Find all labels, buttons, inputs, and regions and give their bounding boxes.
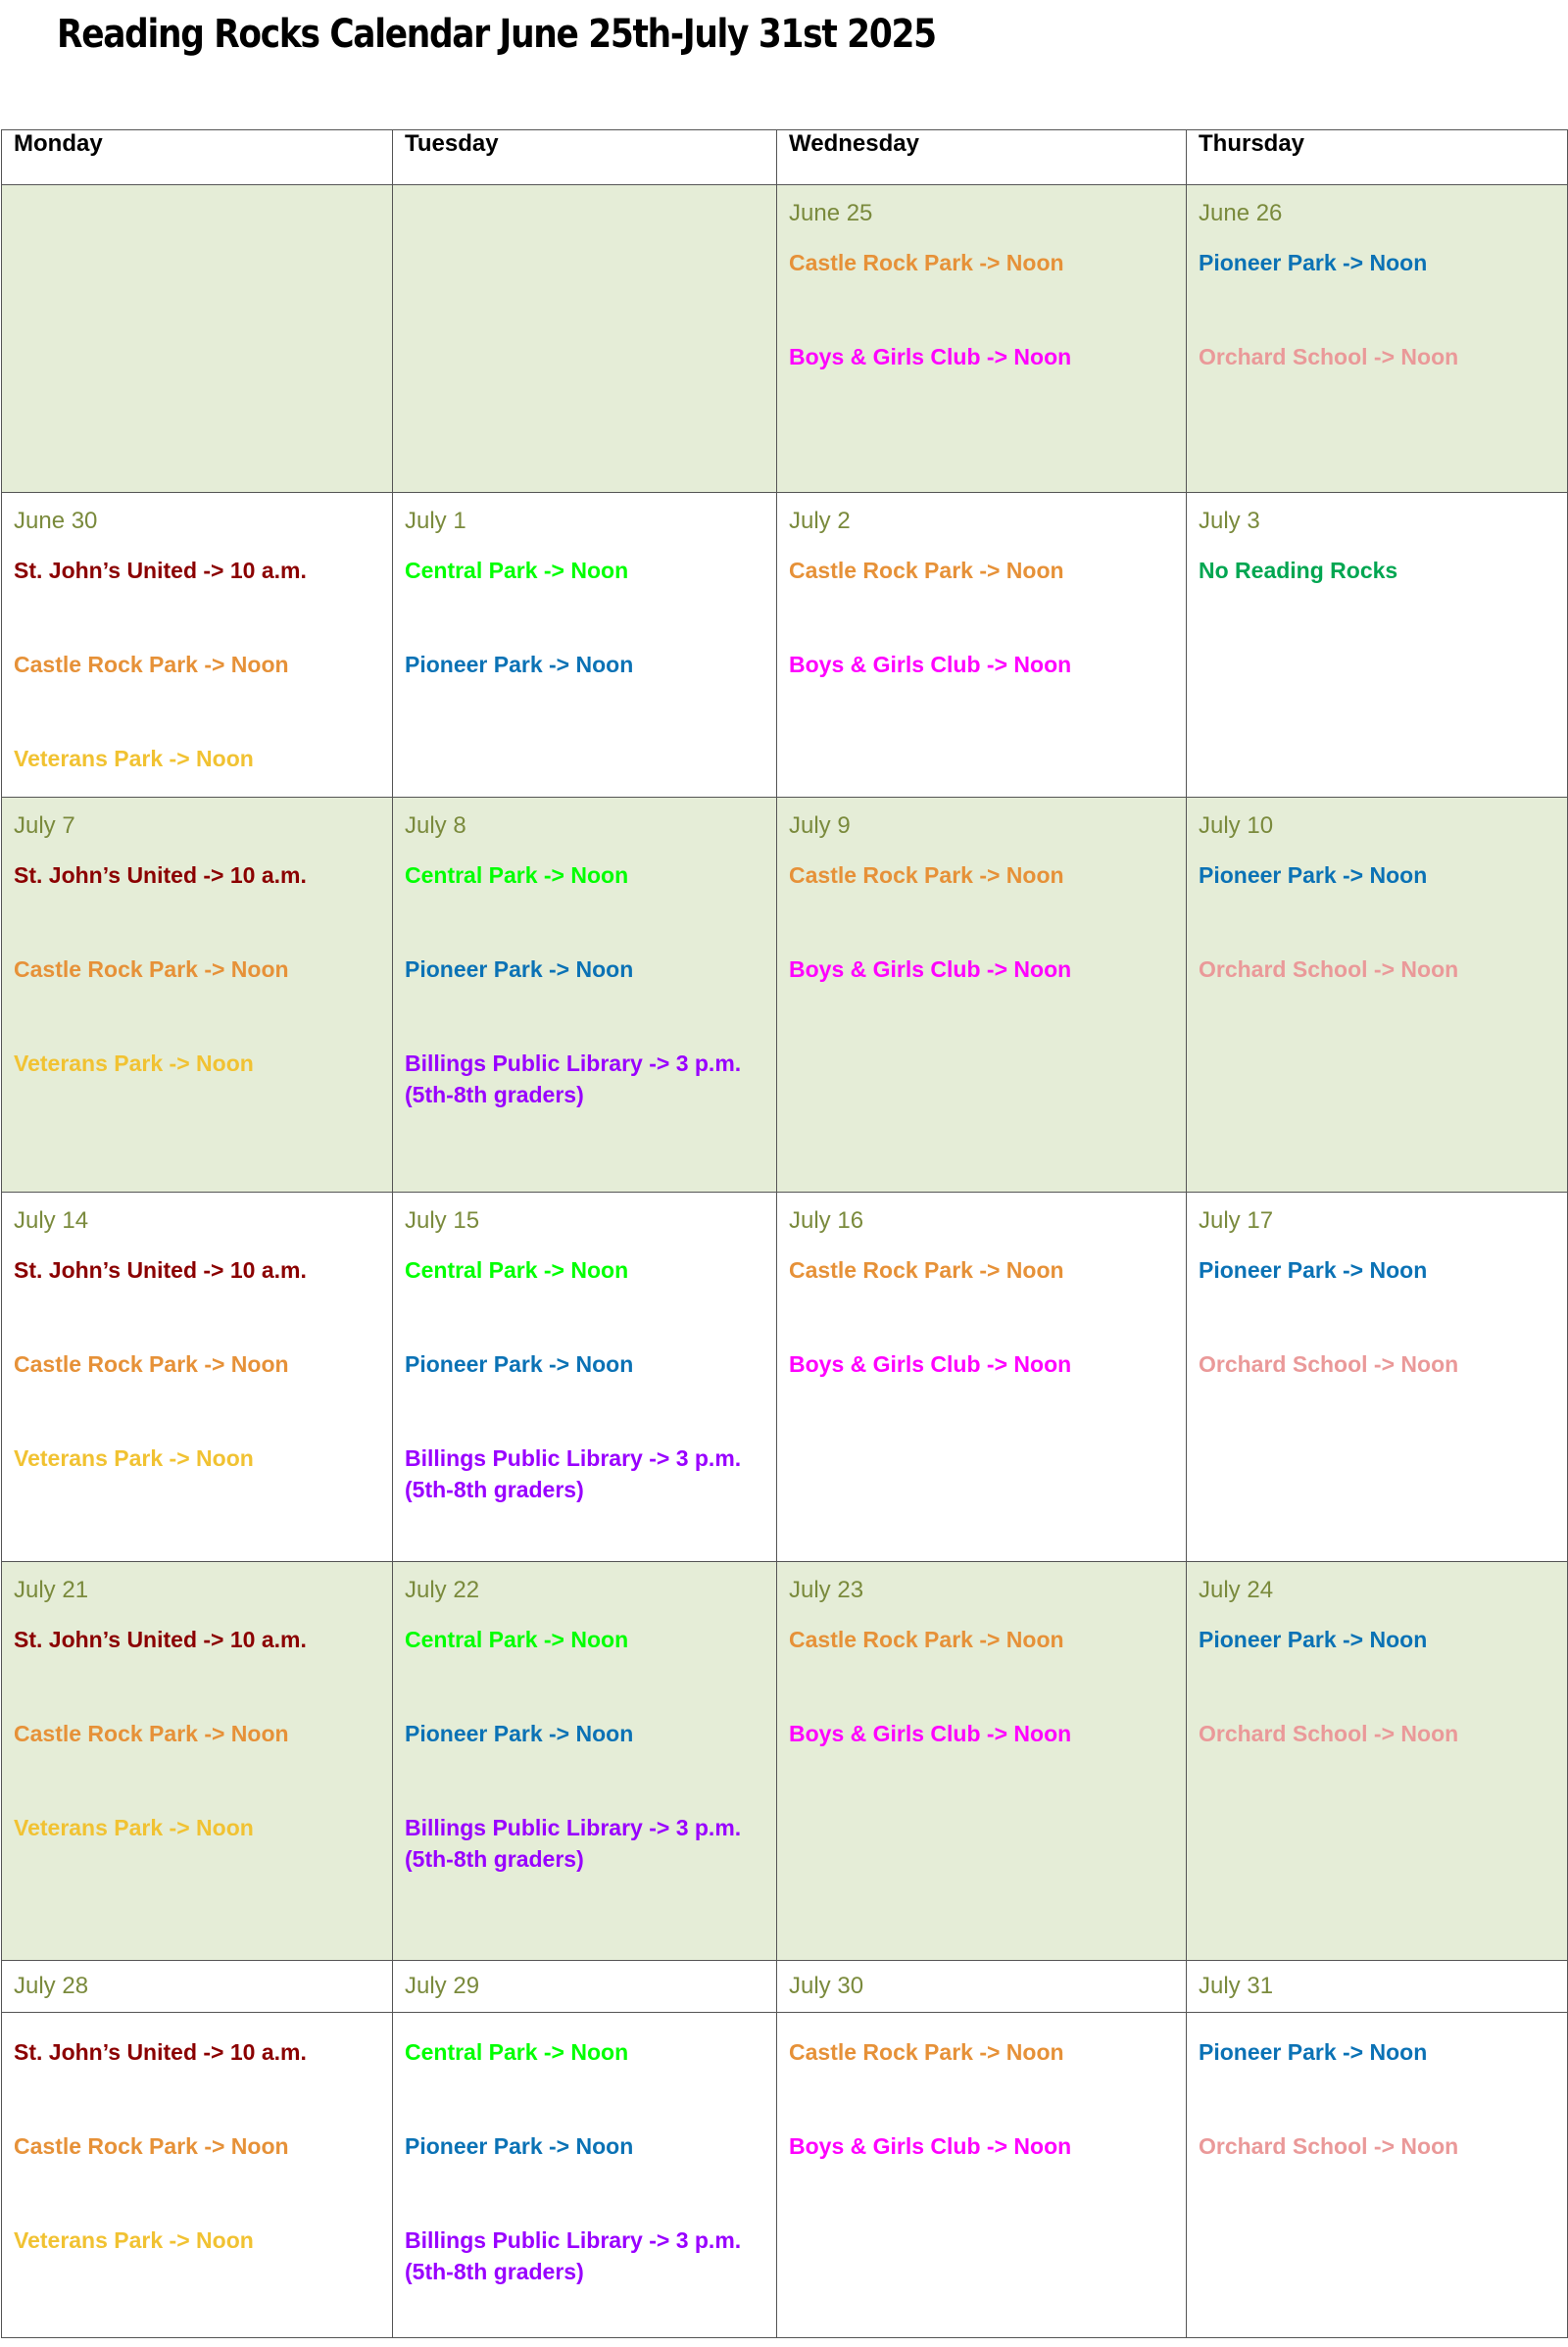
day-date: July 21 [14,1577,89,1603]
event-item: Central Park -> Noon [405,1627,629,1652]
event-item: Billings Public Library -> 3 p.m. (5th-8th graders) [405,1445,742,1502]
event-item: Boys & Girls Club -> Noon [789,1351,1072,1377]
event-item: Boys & Girls Club -> Noon [789,344,1072,369]
day-cell-monday [2,1562,393,1961]
day-date: July 30 [789,1973,864,1999]
event-item: Central Park -> Noon [405,862,629,888]
week-row [2,798,1568,1193]
event-item: Castle Rock Park -> Noon [789,1627,1064,1652]
event-item: Pioneer Park -> Noon [405,956,634,982]
day-cell-tuesday [393,493,777,798]
event-item: Veterans Park -> Noon [14,1445,254,1471]
event-list [405,1254,764,1505]
day-date: July 23 [789,1577,864,1603]
event-item: Castle Rock Park -> Noon [789,1257,1064,1283]
event-item: No Reading Rocks [1199,558,1398,583]
day-date: July 29 [405,1973,480,1999]
week-date-row [2,1961,1568,2013]
event-item: Castle Rock Park -> Noon [789,250,1064,275]
event-list [1199,1624,1555,1749]
day-date: July 8 [405,812,466,839]
day-date: July 1 [405,508,466,534]
day-date: June 25 [789,200,873,226]
event-item: Castle Rock Park -> Noon [14,956,289,982]
day-cell-wednesday [777,798,1187,1193]
event-item: Billings Public Library -> 3 p.m. (5th-8th graders) [405,1051,742,1107]
day-date: July 22 [405,1577,480,1603]
event-item: Pioneer Park -> Noon [1199,1627,1428,1652]
day-date-cell-monday [2,1961,393,2013]
event-item: Orchard School -> Noon [1199,344,1459,369]
event-list [789,555,1174,680]
event-item: Castle Rock Park -> Noon [789,2039,1064,2065]
event-item: Boys & Girls Club -> Noon [789,2133,1072,2159]
event-item: Central Park -> Noon [405,1257,629,1283]
calendar-table [1,129,1568,2338]
event-item: Pioneer Park -> Noon [1199,2039,1428,2065]
event-list [1199,247,1555,372]
day-cell-wednesday [777,493,1187,798]
day-date: July 7 [14,812,75,839]
weekday-header-monday: Monday [2,130,393,185]
day-date [405,196,764,231]
event-list [405,2036,764,2287]
day-date: July 14 [14,1207,89,1234]
day-date: July 16 [789,1207,864,1234]
day-cell-thursday [1187,1193,1568,1562]
event-item: Castle Rock Park -> Noon [14,1721,289,1746]
day-date: July 10 [1199,812,1274,839]
event-item: Orchard School -> Noon [1199,2133,1459,2159]
event-list [789,2036,1174,2162]
event-item: Pioneer Park -> Noon [405,2133,634,2159]
day-date: July 31 [1199,1973,1274,1999]
day-cell-thursday [1187,185,1568,493]
event-item: Central Park -> Noon [405,558,629,583]
event-item: St. John’s United -> 10 a.m. [14,558,307,583]
day-date: July 2 [789,508,851,534]
event-list [789,1254,1174,1380]
day-cell-monday [2,798,393,1193]
event-item: St. John’s United -> 10 a.m. [14,862,307,888]
event-item: Veterans Park -> Noon [14,746,254,771]
event-item: Veterans Park -> Noon [14,2227,254,2253]
week-row [2,493,1568,798]
day-date: July 17 [1199,1207,1274,1234]
day-date: June 26 [1199,200,1283,226]
event-list [405,1624,764,1875]
event-list [14,859,380,1079]
weekday-header-row [2,130,1568,185]
event-item: Orchard School -> Noon [1199,1351,1459,1377]
event-item: Castle Rock Park -> Noon [14,1351,289,1377]
event-list [405,859,764,1110]
page-title: Reading Rocks Calendar June 25th-July 31st 2025 [57,12,936,57]
calendar-body [2,185,1568,2338]
event-list [14,1624,380,1843]
day-date: July 3 [1199,508,1260,534]
event-list [1199,2036,1555,2162]
day-cell-thursday [1187,493,1568,798]
event-item: Pioneer Park -> Noon [1199,250,1428,275]
day-cell-tuesday [393,798,777,1193]
event-item: Veterans Park -> Noon [14,1815,254,1840]
event-item: Pioneer Park -> Noon [405,1351,634,1377]
event-item: Boys & Girls Club -> Noon [789,652,1072,677]
event-list [405,555,764,680]
day-date: July 28 [14,1973,89,1999]
event-list [1199,555,1555,586]
event-item: Pioneer Park -> Noon [405,1721,634,1746]
week-row [2,185,1568,493]
event-item: Billings Public Library -> 3 p.m. (5th-8th graders) [405,1815,742,1872]
event-list [1199,859,1555,985]
day-cell-thursday [1187,798,1568,1193]
day-cell-thursday [1187,1562,1568,1961]
event-item: Central Park -> Noon [405,2039,629,2065]
event-item: St. John’s United -> 10 a.m. [14,2039,307,2065]
event-item: Castle Rock Park -> Noon [789,558,1064,583]
day-date-cell-thursday [1187,1961,1568,2013]
event-item: Castle Rock Park -> Noon [789,862,1064,888]
event-item: St. John’s United -> 10 a.m. [14,1257,307,1283]
day-cell-wednesday [777,185,1187,493]
event-item: Pioneer Park -> Noon [405,652,634,677]
day-cell-monday [2,1193,393,1562]
day-date: July 9 [789,812,851,839]
day-date-cell-wednesday [777,1961,1187,2013]
day-cell-tuesday [393,1562,777,1961]
event-list [789,1624,1174,1749]
day-cell-tuesday [393,1193,777,1562]
event-item: Veterans Park -> Noon [14,1051,254,1076]
day-date [14,196,380,231]
event-item: Castle Rock Park -> Noon [14,2133,289,2159]
event-item: Orchard School -> Noon [1199,956,1459,982]
day-cell-wednesday [777,1193,1187,1562]
event-list [789,859,1174,985]
weekday-header-thursday: Thursday [1187,130,1568,185]
event-item: Boys & Girls Club -> Noon [789,1721,1072,1746]
event-list [14,2036,380,2256]
day-date: July 24 [1199,1577,1274,1603]
event-item: Pioneer Park -> Noon [1199,862,1428,888]
day-date: July 15 [405,1207,480,1234]
day-cell-wednesday [777,2013,1187,2338]
event-item: Boys & Girls Club -> Noon [789,956,1072,982]
day-cell-tuesday [393,2013,777,2338]
day-cell-wednesday [777,1562,1187,1961]
day-cell-monday [2,2013,393,2338]
weekday-header-tuesday: Tuesday [393,130,777,185]
event-item: Castle Rock Park -> Noon [14,652,289,677]
event-list [14,555,380,774]
event-item: Pioneer Park -> Noon [1199,1257,1428,1283]
day-date: June 30 [14,508,98,534]
day-cell-monday [2,493,393,798]
event-list [789,247,1174,372]
event-item: St. John’s United -> 10 a.m. [14,1627,307,1652]
event-list [14,1254,380,1474]
day-date-cell-tuesday [393,1961,777,2013]
week-row [2,2013,1568,2338]
day-cell-tuesday [393,185,777,493]
week-row [2,1562,1568,1961]
day-cell-monday [2,185,393,493]
weekday-header-wednesday: Wednesday [777,130,1187,185]
day-cell-thursday [1187,2013,1568,2338]
week-row [2,1193,1568,1562]
event-item: Orchard School -> Noon [1199,1721,1459,1746]
event-item: Billings Public Library -> 3 p.m. (5th-8th graders) [405,2227,742,2284]
event-list [1199,1254,1555,1380]
